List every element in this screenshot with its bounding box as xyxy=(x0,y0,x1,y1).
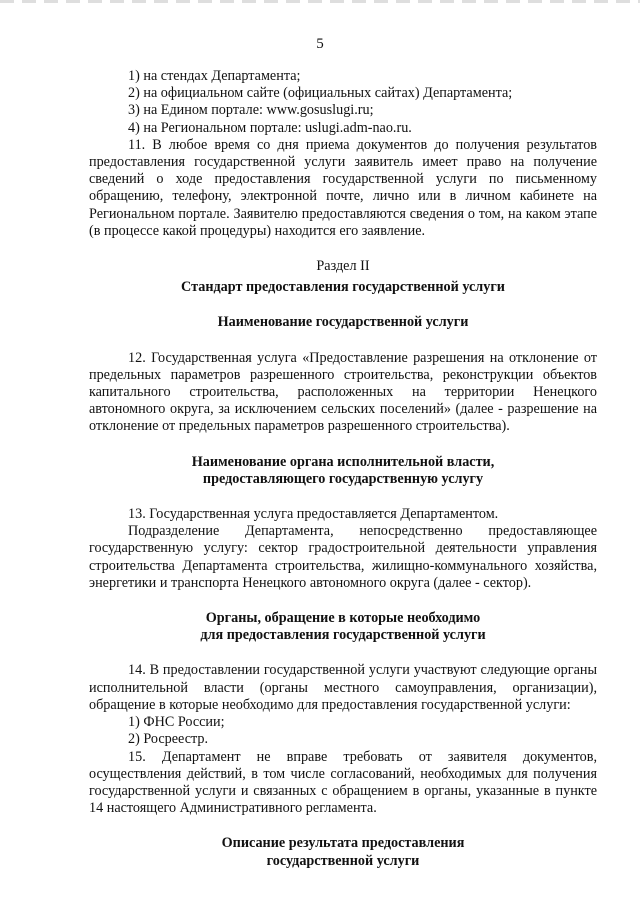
bodies-list-item-1: 1) ФНС России; xyxy=(128,714,225,731)
section-title: Стандарт предоставления государственной услуги xyxy=(181,279,505,296)
intro-list-item-4: 4) на Региональном портале: uslugi.adm-nao.ru. xyxy=(128,119,412,136)
paragraph-13-subdivision: Подразделение Департамента, непосредственно предоставляющее государственную услугу: сектор градостроительной деятельности управления строительства Департамента строительства, жилищно-коммунального хозяйства, энергетики и транспорта Ненецкого автономного округа (далее - сектор). xyxy=(89,523,597,591)
intro-list-item-1: 1) на стендах Департамента; xyxy=(128,68,301,84)
paragraph-11: 11. В любое время со дня приема документов до получения результатов предоставления государственной услуги заявитель имеет право на получение сведений о ходе предоставления государственной услуги по письменному обращению, телефону, электронной почте, лично или в личном кабинете на Региональном портале. Заявителю предоставляются сведения о том, на каком этапе (в процессе какой процедуры) находится его заявление. xyxy=(89,136,597,239)
heading-bodies-line-2: для предоставления государственной услуги xyxy=(200,627,486,644)
paragraph-15: 15. Департамент не вправе требовать от заявителя документов, осуществления действий, в том числе согласований, необходимых для получения государственной услуги и связанных с обращением в органы, указанные в пункте 14 настоящего Административного регламента. xyxy=(89,748,597,817)
heading-executive-body-line-2: предоставляющего государственную услугу xyxy=(202,470,484,487)
heading-result-line-1: Описание результата предоставления xyxy=(221,835,465,852)
intro-list-item-2: 2) на официальном сайте (официальных сайтах) Департамента; xyxy=(128,85,513,102)
heading-executive-body-line-1: Наименование органа исполнительной власти, xyxy=(191,453,495,470)
page-number: 5 xyxy=(316,36,324,52)
heading-bodies-line-1: Органы, обращение в которые необходимо xyxy=(205,610,481,627)
paragraph-14: 14. В предоставлении государственной услуги участвуют следующие органы исполнительной власти (органы местного самоуправления, организации), обращение в которые необходимо для предоставления государственной услуги: xyxy=(89,662,597,713)
paragraph-13: 13. Государственная услуга предоставляется Департаментом. xyxy=(128,506,499,523)
scan-top-edge xyxy=(0,0,640,3)
heading-service-name: Наименование государственной услуги xyxy=(217,314,469,331)
section-label: Раздел II xyxy=(316,258,370,275)
bodies-list-item-2: 2) Росреестр. xyxy=(128,731,208,748)
intro-list-item-3: 3) на Едином портале: www.gosuslugi.ru; xyxy=(128,102,374,119)
heading-result-line-2: государственной услуги xyxy=(266,852,420,869)
paragraph-12: 12. Государственная услуга «Предоставление разрешения на отклонение от предельных параметров разрешенного строительства, реконструкции объектов капитального строительства, расположенных на территории Ненецкого автономного округа, за исключением сельских поселений» (далее - разрешение на отклонение от предельных параметров разрешенного строительства). xyxy=(89,349,597,435)
page-body xyxy=(89,68,597,870)
